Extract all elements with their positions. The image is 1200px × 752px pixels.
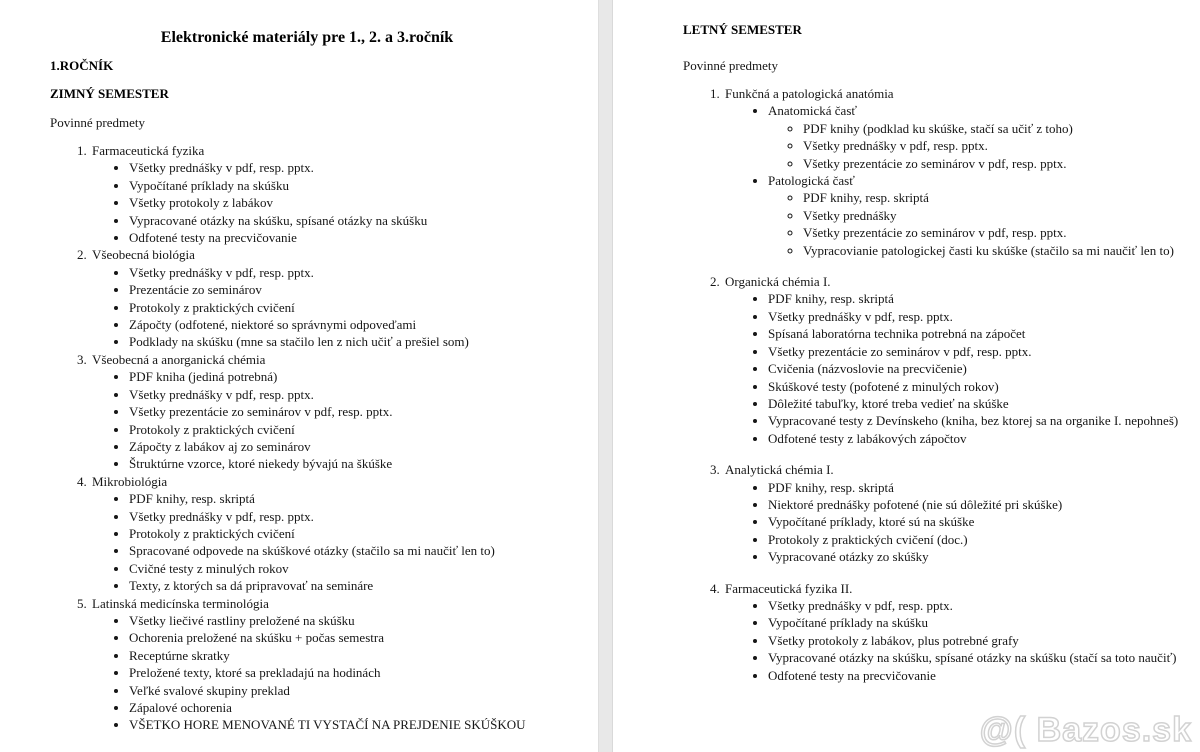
subject-name: Analytická chémia I. (725, 462, 834, 478)
material-item: • Skúškové testy (pofotené z minulých rokov) (768, 378, 1188, 395)
winter-subject-list (50, 142, 564, 734)
material-item: • Protokoly z praktických cvičení (doc.) (768, 531, 1188, 548)
subject-name: Latinská medicínska terminológia (92, 595, 269, 611)
material-item: • Všetky prednášky v pdf, resp. pptx. (129, 159, 564, 176)
subject-item (90, 595, 564, 734)
material-list (725, 597, 1188, 684)
material-item: • VŠETKO HORE MENOVANÉ TI VYSTAČÍ NA PREJDENIE SKÚŠKOU (129, 716, 564, 733)
material-item: • Všetky prezentácie zo seminárov v pdf, resp. pptx. (768, 343, 1188, 360)
material-item: • Všetky protokoly z labákov, plus potrebné grafy (768, 632, 1188, 649)
material-item: • Všetky liečivé rastliny preložené na skúšku (129, 612, 564, 629)
material-item: • Všetky prednášky v pdf, resp. pptx. (768, 308, 1188, 325)
subject-item (90, 351, 564, 473)
summer-subject-list (683, 85, 1188, 684)
group-item (768, 172, 1188, 259)
material-item: ◦ Vypracovianie patologickej časti ku skúške (stačilo sa mi naučiť len to) (803, 242, 1188, 259)
subject-name: Všeobecná a anorganická chémia (92, 351, 266, 367)
subject-name: Farmaceutická fyzika (92, 143, 205, 158)
material-list (92, 490, 564, 594)
material-item: • Štruktúrne vzorce, ktoré niekedy bývajú na škúške (129, 455, 564, 472)
material-list (92, 368, 564, 472)
subject-name: Mikrobiológia (92, 473, 168, 489)
page-gutter-divider (598, 0, 613, 752)
material-item: • Všetky prednášky v pdf, resp. pptx. (129, 264, 564, 281)
material-item: ◦ Všetky prezentácie zo seminárov v pdf, resp. pptx. (803, 155, 1188, 172)
subject-item (90, 246, 564, 350)
material-item: • Vypracované otázky zo skúšky (768, 548, 1188, 565)
group-name: Patologická časť (768, 173, 855, 189)
material-item: • Preložené texty, ktoré sa prekladajú na hodinách (129, 664, 564, 681)
material-item: ◦ Všetky prezentácie zo seminárov v pdf, resp. pptx. (803, 224, 1188, 241)
material-item: • Vypočítané príklady na skúšku (768, 614, 1188, 631)
material-item: • Vypočítané príklady na skúšku (129, 177, 564, 194)
material-item: • Cvičné testy z minulých rokov (129, 560, 564, 577)
material-item: • Odfotené testy na precvičovanie (768, 667, 1188, 684)
material-item: • Všetky prednášky v pdf, resp. pptx. (129, 386, 564, 403)
summer-semester-heading: LETNÝ SEMESTER (683, 22, 802, 37)
material-item: • PDF knihy, resp. skriptá (129, 490, 564, 507)
material-item: • Texty, z ktorých sa dá pripravovať na semináre (129, 577, 564, 594)
material-item: ◦ PDF knihy, resp. skriptá (803, 189, 1188, 206)
material-item: • Všetky prednášky v pdf, resp. pptx. (129, 508, 564, 525)
subject-name: Organická chémia I. (725, 274, 831, 290)
material-item: • Ochorenia preložené na skúšku + počas semestra (129, 629, 564, 646)
material-item: • Veľké svalové skupiny preklad (129, 682, 564, 699)
material-item: • Vypracované testy z Devínskeho (kniha, bez ktorej sa na organike I. nepohneš) (768, 412, 1188, 429)
material-list (92, 264, 564, 351)
subject-item (723, 85, 1188, 259)
subject-name: Farmaceutická fyzika II. (725, 580, 853, 596)
material-item: • Receptúrne skratky (129, 647, 564, 664)
group-name: Anatomická časť (768, 103, 857, 119)
material-item: • Dôležité tabuľky, ktoré treba vedieť na skúške (768, 395, 1188, 412)
left-page (0, 0, 598, 752)
material-list (92, 159, 564, 246)
subject-name: Všeobecná biológia (92, 247, 195, 263)
material-item: • Všetky prezentácie zo seminárov v pdf, resp. pptx. (129, 403, 564, 420)
material-item: • Protokoly z praktických cvičení (129, 525, 564, 542)
subject-item (723, 461, 1188, 565)
material-item: • Vypracované otázky na skúšku, spísané otázky na skúšku (129, 212, 564, 229)
group-item (768, 102, 1188, 172)
subject-name: Funkčná a patologická anatómia (725, 86, 894, 101)
material-item: ◦ PDF knihy (podklad ku skúške, stačí sa učiť z toho) (803, 120, 1188, 137)
material-item: • Zápočty (odfotené, niektoré so správnymi odpoveďami (129, 316, 564, 333)
material-item: • Cvičenia (názvoslovie na precvičenie) (768, 360, 1188, 377)
winter-semester-heading: ZIMNÝ SEMESTER (50, 86, 169, 101)
right-page (613, 0, 1200, 752)
document-title: Elektronické materiály pre 1., 2. a 3.ročník (160, 29, 454, 46)
subject-item (90, 473, 564, 595)
group-material-list (768, 189, 1188, 259)
material-item: • Všetky protokoly z labákov (129, 194, 564, 211)
material-item: • Protokoly z praktických cvičení (129, 421, 564, 438)
subject-item (723, 273, 1188, 447)
subject-group-list (725, 102, 1188, 259)
subject-item (723, 580, 1188, 684)
material-item: • Spracované odpovede na skúškové otázky (stačilo sa mi naučiť len to) (129, 542, 564, 559)
material-item: • PDF knihy, resp. skriptá (768, 290, 1188, 307)
mandatory-subjects-label-left: Povinné predmety (50, 115, 145, 130)
material-item: • Protokoly z praktických cvičení (129, 299, 564, 316)
material-item: • PDF knihy, resp. skriptá (768, 479, 1188, 496)
material-list (725, 479, 1188, 566)
subject-item (90, 142, 564, 246)
year-heading: 1.ROČNÍK (50, 58, 114, 73)
material-item: ◦ Všetky prednášky (803, 207, 1188, 224)
material-item: • Odfotené testy na precvičovanie (129, 229, 564, 246)
material-item: • Všetky prednášky v pdf, resp. pptx. (768, 597, 1188, 614)
bazos-watermark: @( Bazos.sk (979, 711, 1192, 749)
material-item: • Zápočty z labákov aj zo seminárov (129, 438, 564, 455)
material-item: • Podklady na skúšku (mne sa stačilo len z nich učiť a prešiel som) (129, 333, 564, 350)
material-list (725, 290, 1188, 447)
material-item: • Spísaná laboratórna technika potrebná na zápočet (768, 325, 1188, 342)
material-item: • PDF kniha (jediná potrebná) (129, 368, 564, 385)
material-item: • Prezentácie zo seminárov (129, 281, 564, 298)
material-item: • Niektoré prednášky pofotené (nie sú dôležité pri skúške) (768, 496, 1188, 513)
mandatory-subjects-label-right: Povinné predmety (683, 58, 778, 73)
material-item: • Zápalové ochorenia (129, 699, 564, 716)
group-material-list (768, 120, 1188, 172)
material-item: • Vypracované otázky na skúšku, spísané otázky na skúšku (stačí sa toto naučiť) (768, 649, 1188, 666)
material-item: • Odfotené testy z labákových zápočtov (768, 430, 1188, 447)
material-item: ◦ Všetky prednášky v pdf, resp. pptx. (803, 137, 1188, 154)
material-list (92, 612, 564, 734)
material-item: • Vypočítané príklady, ktoré sú na skúške (768, 513, 1188, 530)
